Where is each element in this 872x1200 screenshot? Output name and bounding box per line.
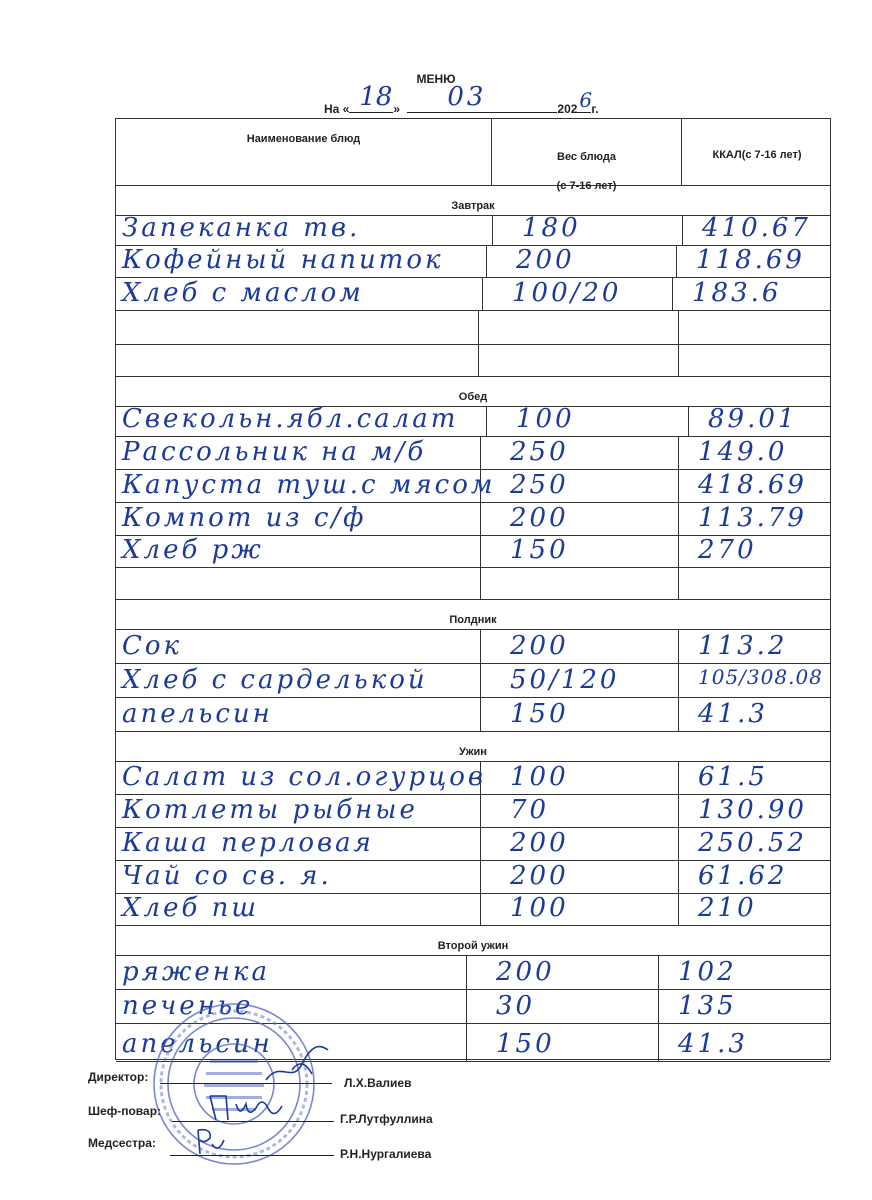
document-title: МЕНЮ xyxy=(416,72,456,86)
dish-kcal: 250.52 xyxy=(698,828,807,858)
dish-name: апельсин xyxy=(122,1029,273,1059)
table-row xyxy=(116,436,830,470)
table-row xyxy=(116,794,830,828)
dish-weight: 200 xyxy=(496,957,555,987)
table-row xyxy=(116,215,830,246)
date-line xyxy=(324,82,599,116)
dish-name: Хлеб рж xyxy=(122,535,264,565)
dish-name: Компот из с/ф xyxy=(122,503,367,533)
dish-weight: 150 xyxy=(510,535,569,565)
header-kcal: ККАЛ(с 7-16 лет) xyxy=(712,149,802,161)
nurse-signature xyxy=(192,1126,232,1160)
dish-name: Хлеб с сарделькой xyxy=(122,665,428,695)
date-month: 03 xyxy=(447,82,487,112)
dish-kcal: 183.6 xyxy=(692,278,782,308)
dish-kcal: 149.0 xyxy=(698,437,788,467)
dish-weight: 200 xyxy=(510,828,569,858)
dish-weight: 200 xyxy=(510,861,569,891)
dish-name: Рассольник на м/б xyxy=(122,437,427,467)
section-title: Полдник xyxy=(116,599,830,630)
table-row xyxy=(116,860,830,894)
section-title: Завтрак xyxy=(116,185,830,216)
dish-kcal: 41.3 xyxy=(698,699,768,729)
dish-name: Чай со св. я. xyxy=(122,861,332,891)
dish-kcal: 89.01 xyxy=(708,404,798,434)
date-year-digit: 6 xyxy=(579,88,593,112)
dish-weight: 50/120 xyxy=(510,665,620,695)
cell-weight xyxy=(478,344,679,376)
dish-weight: 150 xyxy=(496,1029,555,1059)
dish-weight: 250 xyxy=(510,470,569,500)
table-row xyxy=(116,567,830,600)
table-row xyxy=(116,827,830,861)
table-row xyxy=(116,406,830,437)
cell-weight xyxy=(466,989,659,1023)
dish-name: Свекольн.ябл.салат xyxy=(122,404,459,434)
dish-weight: 100 xyxy=(510,762,569,792)
dish-weight: 150 xyxy=(510,699,569,729)
nurse-name: Р.Н.Нургалиева xyxy=(340,1147,432,1161)
cell-weight xyxy=(466,955,659,989)
cell-dish xyxy=(116,344,479,376)
dish-kcal: 113.79 xyxy=(698,503,807,533)
cell-weight xyxy=(492,215,683,245)
header-name: Наименование блюд xyxy=(116,119,492,185)
cell-weight xyxy=(478,310,679,344)
dish-kcal: 210 xyxy=(698,893,757,923)
header-weight-line2: (с 7-16 лет) xyxy=(556,180,617,192)
menu-table xyxy=(115,118,831,1060)
dish-name: Хлеб с маслом xyxy=(122,278,364,308)
dish-name: Котлеты рыбные xyxy=(122,795,418,825)
table-row xyxy=(116,469,830,503)
dish-name: ряженка xyxy=(122,957,270,987)
table-row xyxy=(116,502,830,536)
header-weight xyxy=(492,119,682,192)
dish-weight: 200 xyxy=(510,503,569,533)
dish-name: Запеканка тв. xyxy=(122,213,361,243)
table-row xyxy=(116,344,830,377)
dish-name: апельсин xyxy=(122,699,273,729)
chef-name: Г.Р.Лутфуллина xyxy=(340,1112,433,1126)
director-label: Директор: xyxy=(88,1070,149,1084)
dish-kcal: 41.3 xyxy=(678,1029,748,1059)
dish-weight: 250 xyxy=(510,437,569,467)
date-day: 18 xyxy=(359,82,393,112)
table-row xyxy=(116,535,830,568)
dish-weight: 70 xyxy=(510,795,550,825)
dish-kcal: 130.90 xyxy=(698,795,807,825)
dish-weight: 100/20 xyxy=(512,278,622,308)
dish-weight: 100 xyxy=(516,404,575,434)
date-year-prefix: 202 xyxy=(557,102,578,116)
dish-weight: 200 xyxy=(510,631,569,661)
table-row xyxy=(116,761,830,795)
cell-weight xyxy=(486,245,677,277)
chef-label: Шеф-повар: xyxy=(88,1104,162,1118)
dish-kcal: 105/308.08 xyxy=(698,665,823,689)
dish-kcal: 410.67 xyxy=(702,213,811,243)
dish-name: Сок xyxy=(122,631,183,661)
dish-kcal: 418.69 xyxy=(698,470,807,500)
date-mid: » xyxy=(393,102,401,116)
dish-kcal: 113.2 xyxy=(698,631,788,661)
dish-weight: 100 xyxy=(510,893,569,923)
table-row xyxy=(116,277,830,311)
section-title: Ужин xyxy=(116,731,830,762)
chef-signature xyxy=(206,1090,296,1126)
table-row xyxy=(116,245,830,278)
dish-weight: 180 xyxy=(522,213,581,243)
dish-kcal: 135 xyxy=(678,991,737,1021)
header-weight-line1: Вес блюда xyxy=(557,151,616,163)
table-header xyxy=(116,119,830,192)
cell-weight xyxy=(466,1023,659,1061)
table-row xyxy=(116,893,830,926)
section-title: Обед xyxy=(116,376,830,407)
dish-name: Каша перловая xyxy=(122,828,374,858)
table-row xyxy=(116,629,830,664)
dish-kcal: 102 xyxy=(678,957,737,987)
dish-name: Салат из сол.огурцов xyxy=(122,762,487,792)
dish-weight: 30 xyxy=(496,991,536,1021)
nurse-label: Медсестра: xyxy=(88,1136,156,1150)
director-name: Л.Х.Валиев xyxy=(344,1076,412,1090)
dish-kcal: 270 xyxy=(698,535,757,565)
dish-kcal: 61.5 xyxy=(698,762,768,792)
table-row xyxy=(116,697,830,732)
section-title: Второй ужин xyxy=(116,925,830,956)
dish-kcal: 118.69 xyxy=(696,245,805,275)
dish-weight: 200 xyxy=(516,245,575,275)
date-suffix: г. xyxy=(591,102,599,116)
dish-name: Капуста туш.с мясом xyxy=(122,470,496,500)
dish-name: Кофейный напиток xyxy=(122,245,444,275)
director-signature xyxy=(262,1040,332,1088)
date-prefix: На « xyxy=(324,102,350,116)
table-row xyxy=(116,310,830,345)
cell-weight xyxy=(480,567,679,599)
table-row xyxy=(116,955,830,990)
cell-dish xyxy=(116,567,481,599)
cell-dish xyxy=(116,310,479,344)
dish-name: Хлеб пш xyxy=(122,893,259,923)
dish-kcal: 61.62 xyxy=(698,861,788,891)
table-row xyxy=(116,663,830,698)
dish-name: печенье xyxy=(122,991,254,1021)
